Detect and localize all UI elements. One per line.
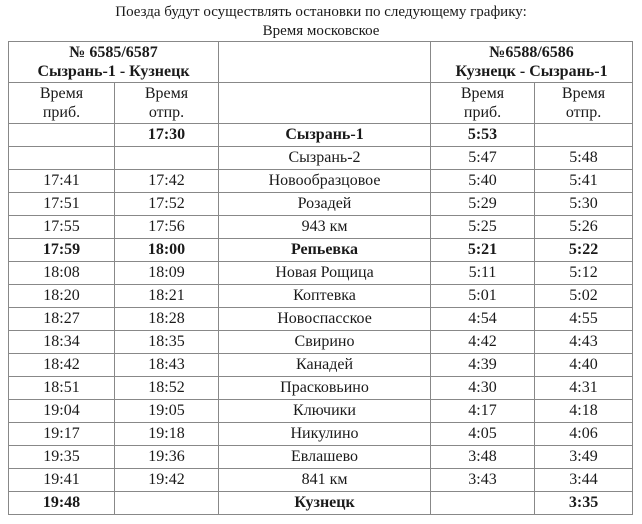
departure-left-cell: 18:43: [115, 354, 219, 377]
departure-right-cell: 4:43: [535, 331, 633, 354]
station-name-cell: Кузнецк: [219, 492, 431, 515]
arrival-left-cell: 18:34: [9, 331, 115, 354]
column-header-row: [9, 83, 633, 124]
col-departure-right: Время отпр.: [535, 83, 633, 124]
departure-right-cell: 5:26: [535, 216, 633, 239]
station-name-cell: Новая Рощица: [219, 262, 431, 285]
arrival-left-cell: 17:51: [9, 193, 115, 216]
route-right: Кузнецк - Сызрань-1: [455, 63, 608, 80]
schedule-row: [9, 147, 633, 170]
arrival-right-cell: 4:17: [431, 400, 535, 423]
schedule-row: [9, 446, 633, 469]
departure-left-cell: 17:56: [115, 216, 219, 239]
schedule-table: [8, 41, 633, 515]
arrival-right-cell: 3:48: [431, 446, 535, 469]
station-name-cell: 841 км: [219, 469, 431, 492]
arrival-right-cell: 5:29: [431, 193, 535, 216]
direction-header-row: [9, 42, 633, 83]
arrival-right-cell: 5:25: [431, 216, 535, 239]
arrival-left-cell: 18:20: [9, 285, 115, 308]
departure-left-cell: 18:00: [115, 239, 219, 262]
arrival-left-cell: 18:51: [9, 377, 115, 400]
schedule-row: [9, 423, 633, 446]
departure-left-cell: 18:21: [115, 285, 219, 308]
departure-right-cell: 5:12: [535, 262, 633, 285]
train-number-right: №6588/6586: [489, 44, 574, 61]
arrival-right-cell: 4:30: [431, 377, 535, 400]
schedule-row: [9, 492, 633, 515]
arrival-right-cell: 3:43: [431, 469, 535, 492]
schedule-row: [9, 331, 633, 354]
departure-right-cell: [535, 124, 633, 147]
arrival-left-cell: 18:42: [9, 354, 115, 377]
arrival-left-cell: 19:04: [9, 400, 115, 423]
schedule-row: [9, 262, 633, 285]
arrival-right-cell: 4:42: [431, 331, 535, 354]
col-arrival-left: Время приб.: [9, 83, 115, 124]
arrival-left-cell: 19:41: [9, 469, 115, 492]
arrival-right-cell: 5:21: [431, 239, 535, 262]
arrival-right-cell: [431, 492, 535, 515]
arrival-right-cell: 5:40: [431, 170, 535, 193]
arrival-left-cell: 19:35: [9, 446, 115, 469]
arrival-right-cell: 4:05: [431, 423, 535, 446]
route-left: Сызрань-1 - Кузнецк: [37, 63, 190, 80]
arrival-left-cell: 18:08: [9, 262, 115, 285]
arrival-left-cell: 17:59: [9, 239, 115, 262]
departure-left-cell: [115, 147, 219, 170]
direction-left-header: [9, 42, 219, 83]
departure-left-cell: 18:35: [115, 331, 219, 354]
schedule-row: [9, 377, 633, 400]
departure-right-cell: 5:30: [535, 193, 633, 216]
departure-left-cell: 18:09: [115, 262, 219, 285]
departure-left-cell: 19:05: [115, 400, 219, 423]
arrival-right-cell: 5:01: [431, 285, 535, 308]
train-number-left: № 6585/6587: [69, 44, 158, 61]
arrival-left-cell: 19:17: [9, 423, 115, 446]
departure-left-cell: 19:42: [115, 469, 219, 492]
schedule-row: [9, 308, 633, 331]
station-header-cell: [219, 42, 431, 83]
departure-right-cell: 4:40: [535, 354, 633, 377]
departure-left-cell: [115, 492, 219, 515]
station-name-cell: Ключики: [219, 400, 431, 423]
arrival-left-cell: [9, 147, 115, 170]
departure-right-cell: 5:41: [535, 170, 633, 193]
schedule-row: [9, 400, 633, 423]
departure-right-cell: 5:02: [535, 285, 633, 308]
timezone-note: Время московское: [262, 23, 380, 39]
schedule-row: [9, 285, 633, 308]
departure-left-cell: 19:36: [115, 446, 219, 469]
departure-left-cell: 18:52: [115, 377, 219, 400]
schedule-heading: Поезда будут осуществлять остановки по следующему графику:: [115, 4, 527, 20]
station-name-cell: 943 км: [219, 216, 431, 239]
arrival-right-cell: 4:54: [431, 308, 535, 331]
departure-right-cell: 4:55: [535, 308, 633, 331]
col-arrival-right: Время приб.: [431, 83, 535, 124]
departure-left-cell: 17:52: [115, 193, 219, 216]
arrival-right-cell: 5:11: [431, 262, 535, 285]
departure-right-cell: 5:48: [535, 147, 633, 170]
station-name-cell: Розадей: [219, 193, 431, 216]
arrival-right-cell: 5:53: [431, 124, 535, 147]
station-name-cell: Новоспасское: [219, 308, 431, 331]
departure-left-cell: 17:42: [115, 170, 219, 193]
arrival-right-cell: 5:47: [431, 147, 535, 170]
departure-left-cell: 18:28: [115, 308, 219, 331]
departure-left-cell: 17:30: [115, 124, 219, 147]
station-name-cell: Канадей: [219, 354, 431, 377]
departure-right-cell: 3:35: [535, 492, 633, 515]
station-name-cell: Новообразцовое: [219, 170, 431, 193]
schedule-row: [9, 354, 633, 377]
station-name-cell: Сызрань-2: [219, 147, 431, 170]
station-name-cell: Коптевка: [219, 285, 431, 308]
col-station-blank: [219, 83, 431, 124]
station-name-cell: Свирино: [219, 331, 431, 354]
station-name-cell: Прасковьино: [219, 377, 431, 400]
station-name-cell: Репьевка: [219, 239, 431, 262]
departure-right-cell: 3:44: [535, 469, 633, 492]
arrival-left-cell: 17:55: [9, 216, 115, 239]
arrival-left-cell: 17:41: [9, 170, 115, 193]
schedule-row: [9, 469, 633, 492]
station-name-cell: Евлашево: [219, 446, 431, 469]
schedule-row: [9, 216, 633, 239]
departure-right-cell: 4:31: [535, 377, 633, 400]
col-departure-left: Время отпр.: [115, 83, 219, 124]
departure-right-cell: 4:06: [535, 423, 633, 446]
arrival-left-cell: 19:48: [9, 492, 115, 515]
departure-left-cell: 19:18: [115, 423, 219, 446]
departure-right-cell: 5:22: [535, 239, 633, 262]
schedule-row: [9, 239, 633, 262]
departure-right-cell: 3:49: [535, 446, 633, 469]
schedule-row: [9, 124, 633, 147]
schedule-row: [9, 193, 633, 216]
arrival-right-cell: 4:39: [431, 354, 535, 377]
station-name-cell: Сызрань-1: [219, 124, 431, 147]
schedule-row: [9, 170, 633, 193]
arrival-left-cell: 18:27: [9, 308, 115, 331]
direction-right-header: [431, 42, 633, 83]
departure-right-cell: 4:18: [535, 400, 633, 423]
arrival-left-cell: [9, 124, 115, 147]
station-name-cell: Никулино: [219, 423, 431, 446]
